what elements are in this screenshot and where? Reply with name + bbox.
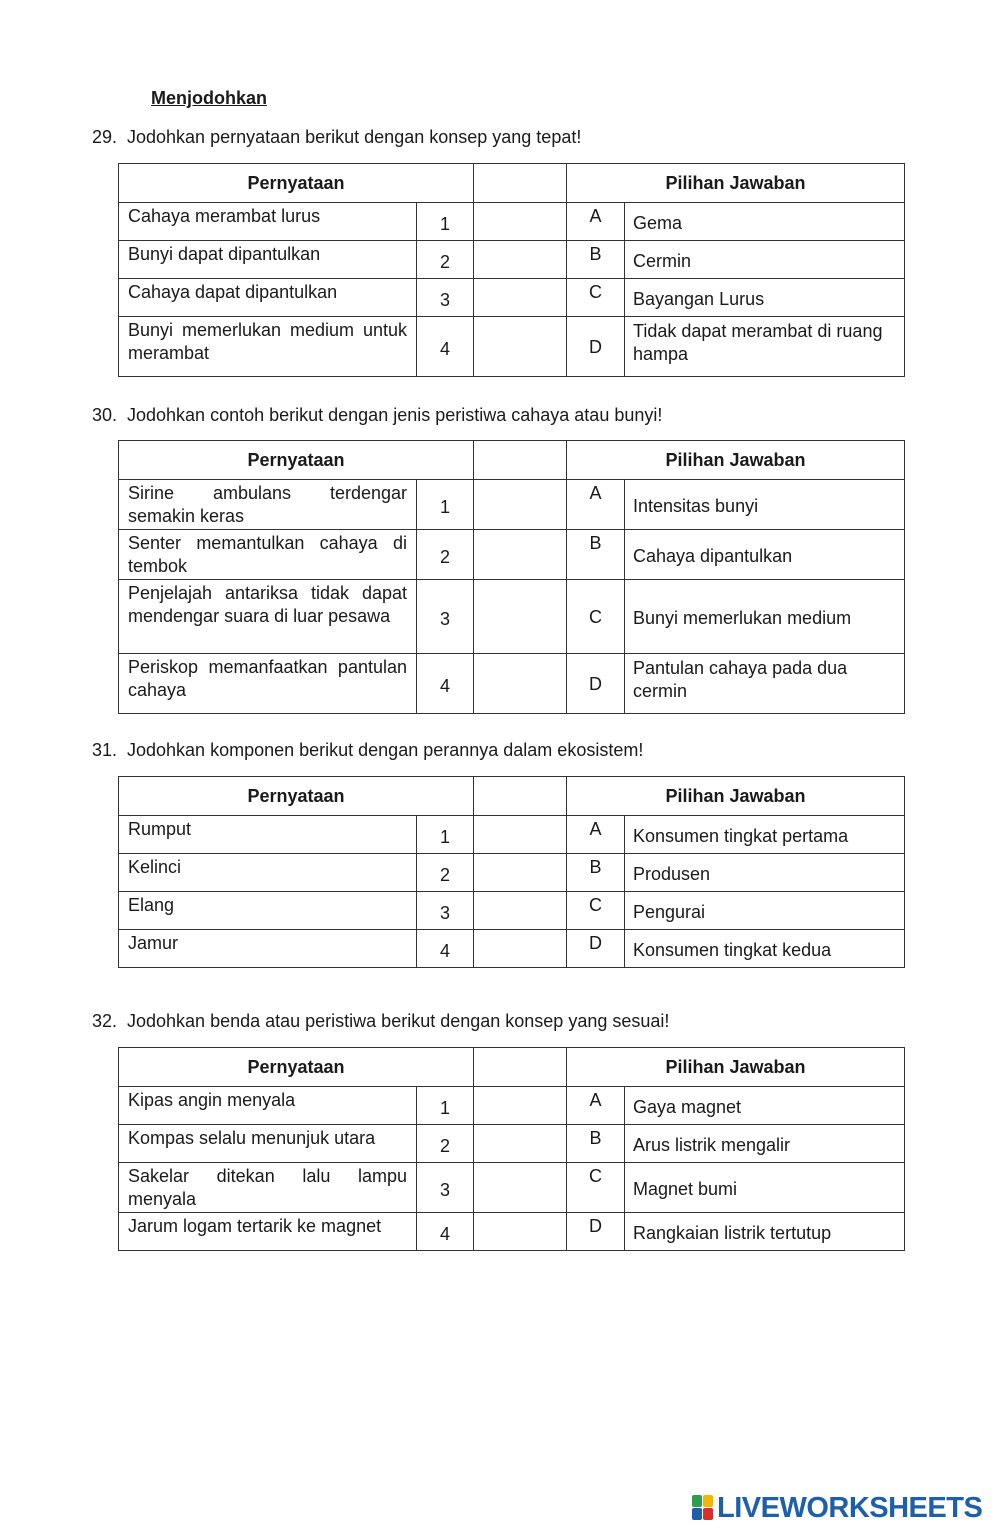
number-cell: 3 (417, 892, 474, 930)
question-30-prompt (92, 405, 662, 426)
number-cell: 4 (417, 317, 474, 377)
table-row (119, 1125, 905, 1163)
question-text: Jodohkan contoh berikut dengan jenis peristiwa cahaya atau bunyi! (127, 405, 663, 425)
letter-cell: D (567, 317, 625, 377)
header-blank (474, 164, 567, 203)
table-row (119, 530, 905, 580)
answer-option: Pengurai (625, 892, 905, 930)
table-row (119, 930, 905, 968)
table-row (119, 1087, 905, 1125)
statement-cell: Cahaya merambat lurus (119, 203, 417, 241)
table-row (119, 203, 905, 241)
number-cell: 1 (417, 816, 474, 854)
table-row (119, 580, 905, 654)
liveworksheets-logo (692, 1492, 982, 1524)
match-answer-slot[interactable] (474, 1163, 567, 1213)
header-answer: Pilihan Jawaban (567, 441, 905, 480)
match-answer-slot[interactable] (474, 854, 567, 892)
question-text: Jodohkan pernyataan berikut dengan konsep yang tepat! (127, 127, 582, 147)
header-blank (474, 777, 567, 816)
question-number: 30. (92, 405, 118, 425)
table-row (119, 317, 905, 377)
table-row (119, 1213, 905, 1251)
statement-cell: Periskop memanfaatkan pantulan cahaya (119, 654, 417, 714)
table-row (119, 241, 905, 279)
table-row (119, 279, 905, 317)
statement-cell: Senter memantulkan cahaya di tembok (119, 530, 417, 580)
match-answer-slot[interactable] (474, 530, 567, 580)
number-cell: 2 (417, 854, 474, 892)
number-cell: 3 (417, 580, 474, 654)
number-cell: 4 (417, 930, 474, 968)
answer-option: Intensitas bunyi (625, 480, 905, 530)
header-statement: Pernyataan (119, 1048, 474, 1087)
question-text: Jodohkan komponen berikut dengan perannya dalam ekosistem! (127, 740, 644, 760)
answer-option: Konsumen tingkat kedua (625, 930, 905, 968)
header-answer: Pilihan Jawaban (567, 1048, 905, 1087)
answer-option: Tidak dapat merambat di ruang hampa (625, 317, 905, 377)
matching-table-32 (118, 1047, 905, 1251)
letter-cell: C (567, 279, 625, 317)
letter-cell: B (567, 854, 625, 892)
matching-table-31 (118, 776, 905, 968)
answer-option: Cermin (625, 241, 905, 279)
statement-cell: Penjelajah antariksa tidak dapat mendengar suara di luar pesawa (119, 580, 417, 654)
answer-option: Rangkaian listrik tertutup (625, 1213, 905, 1251)
question-text: Jodohkan benda atau peristiwa berikut dengan konsep yang sesuai! (127, 1011, 670, 1031)
letter-cell: B (567, 1125, 625, 1163)
table-row (119, 854, 905, 892)
number-cell: 4 (417, 654, 474, 714)
answer-option: Magnet bumi (625, 1163, 905, 1213)
statement-cell: Cahaya dapat dipantulkan (119, 279, 417, 317)
letter-cell: C (567, 580, 625, 654)
match-answer-slot[interactable] (474, 1087, 567, 1125)
table-header-row (119, 777, 905, 816)
answer-option: Produsen (625, 854, 905, 892)
match-answer-slot[interactable] (474, 279, 567, 317)
matching-table-30 (118, 440, 905, 714)
table-row (119, 654, 905, 714)
letter-cell: D (567, 1213, 625, 1251)
answer-option: Bunyi memerlukan medium (625, 580, 905, 654)
header-statement: Pernyataan (119, 777, 474, 816)
table-header-row (119, 441, 905, 480)
question-29-prompt (92, 127, 581, 148)
statement-cell: Jamur (119, 930, 417, 968)
answer-option: Arus listrik mengalir (625, 1125, 905, 1163)
match-answer-slot[interactable] (474, 930, 567, 968)
statement-cell: Sakelar ditekan lalu lampu menyala (119, 1163, 417, 1213)
statement-cell: Rumput (119, 816, 417, 854)
statement-cell: Sirine ambulans terdengar semakin keras (119, 480, 417, 530)
letter-cell: B (567, 241, 625, 279)
header-answer: Pilihan Jawaban (567, 777, 905, 816)
header-statement: Pernyataan (119, 441, 474, 480)
match-answer-slot[interactable] (474, 241, 567, 279)
answer-option: Konsumen tingkat pertama (625, 816, 905, 854)
statement-cell: Kelinci (119, 854, 417, 892)
question-31-prompt (92, 740, 643, 761)
header-blank (474, 1048, 567, 1087)
letter-cell: A (567, 480, 625, 530)
question-number: 32. (92, 1011, 118, 1031)
question-32-prompt (92, 1011, 669, 1032)
question-number: 29. (92, 127, 118, 147)
number-cell: 1 (417, 1087, 474, 1125)
match-answer-slot[interactable] (474, 1125, 567, 1163)
statement-cell: Bunyi memerlukan medium untuk merambat (119, 317, 417, 377)
number-cell: 2 (417, 241, 474, 279)
table-header-row (119, 164, 905, 203)
header-answer: Pilihan Jawaban (567, 164, 905, 203)
section-title: Menjodohkan (151, 88, 267, 108)
table-row (119, 1163, 905, 1213)
letter-cell: D (567, 930, 625, 968)
matching-table-29 (118, 163, 905, 377)
letter-cell: C (567, 1163, 625, 1213)
liveworksheets-logo-icon (692, 1495, 714, 1521)
match-answer-slot[interactable] (474, 654, 567, 714)
answer-option: Pantulan cahaya pada dua cermin (625, 654, 905, 714)
number-cell: 2 (417, 530, 474, 580)
letter-cell: B (567, 530, 625, 580)
table-row (119, 816, 905, 854)
header-blank (474, 441, 567, 480)
header-statement: Pernyataan (119, 164, 474, 203)
letter-cell: D (567, 654, 625, 714)
statement-cell: Kompas selalu menunjuk utara (119, 1125, 417, 1163)
number-cell: 3 (417, 279, 474, 317)
letter-cell: A (567, 203, 625, 241)
match-answer-slot[interactable] (474, 580, 567, 654)
table-row (119, 480, 905, 530)
match-answer-slot[interactable] (474, 1213, 567, 1251)
letter-cell: C (567, 892, 625, 930)
answer-option: Gema (625, 203, 905, 241)
letter-cell: A (567, 816, 625, 854)
number-cell: 1 (417, 480, 474, 530)
answer-option: Cahaya dipantulkan (625, 530, 905, 580)
match-answer-slot[interactable] (474, 816, 567, 854)
statement-cell: Bunyi dapat dipantulkan (119, 241, 417, 279)
statement-cell: Jarum logam tertarik ke magnet (119, 1213, 417, 1251)
match-answer-slot[interactable] (474, 317, 567, 377)
match-answer-slot[interactable] (474, 480, 567, 530)
letter-cell: A (567, 1087, 625, 1125)
answer-option: Gaya magnet (625, 1087, 905, 1125)
table-header-row (119, 1048, 905, 1087)
table-row (119, 892, 905, 930)
number-cell: 2 (417, 1125, 474, 1163)
question-number: 31. (92, 740, 118, 760)
number-cell: 1 (417, 203, 474, 241)
number-cell: 4 (417, 1213, 474, 1251)
number-cell: 3 (417, 1163, 474, 1213)
statement-cell: Kipas angin menyala (119, 1087, 417, 1125)
liveworksheets-logo-text: LIVEWORKSHEETS (717, 1491, 983, 1524)
match-answer-slot[interactable] (474, 892, 567, 930)
match-answer-slot[interactable] (474, 203, 567, 241)
answer-option: Bayangan Lurus (625, 279, 905, 317)
statement-cell: Elang (119, 892, 417, 930)
